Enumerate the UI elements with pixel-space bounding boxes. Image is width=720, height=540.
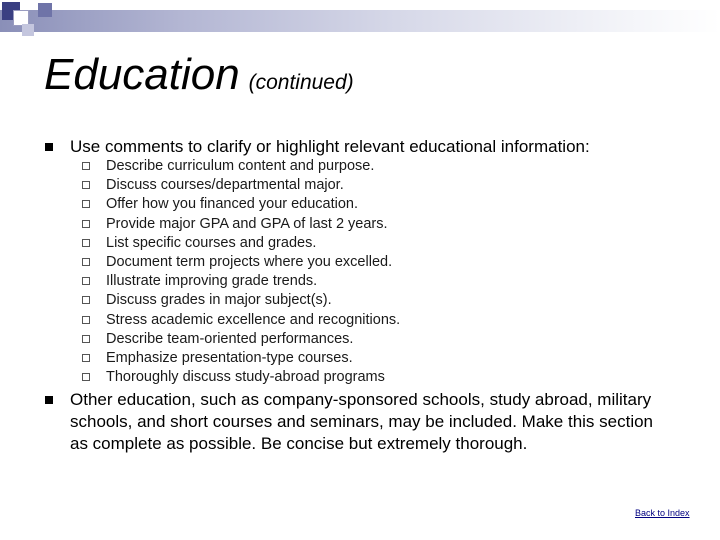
hollow-square-icon <box>82 220 90 228</box>
page-title <box>44 50 354 100</box>
hollow-square-icon <box>82 162 90 170</box>
hollow-square-icon <box>82 354 90 362</box>
hollow-square-icon <box>82 239 90 247</box>
title-main: Education <box>44 50 240 99</box>
intro-text: Use comments to clarify or highlight relevant educational information: <box>70 137 590 156</box>
hollow-square-icon <box>82 258 90 266</box>
hollow-square-icon <box>82 277 90 285</box>
bullet-square-1 <box>45 143 53 151</box>
decor-square-light <box>22 24 34 36</box>
title-sub: (continued) <box>248 71 354 94</box>
bullet-square-2 <box>45 396 53 404</box>
hollow-square-icon <box>82 200 90 208</box>
header-banner <box>0 10 720 32</box>
decor-square-mid <box>38 3 52 17</box>
hollow-square-icon <box>82 316 90 324</box>
hollow-square-icon <box>82 373 90 381</box>
hollow-square-icon <box>82 335 90 343</box>
back-to-index-link[interactable]: Back to Index <box>635 508 690 518</box>
other-education-paragraph: Other education, such as company-sponsored schools, study abroad, military schools, and short courses and seminars, may be included. Make this section as complete as possible. Be concise but extremely thorough. <box>70 390 654 453</box>
hollow-square-icon <box>82 181 90 189</box>
hollow-square-icon <box>82 296 90 304</box>
